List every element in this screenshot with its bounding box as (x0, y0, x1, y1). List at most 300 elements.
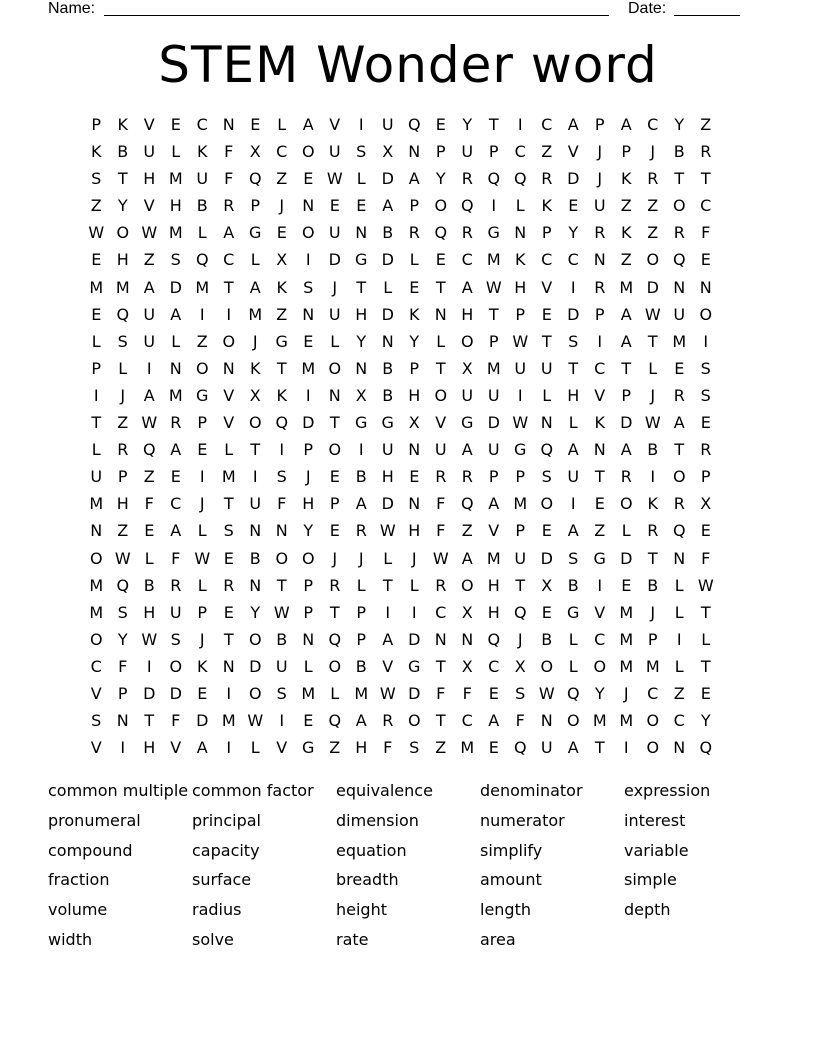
grid-letter[interactable]: W (273, 602, 290, 622)
grid-letter[interactable]: B (567, 575, 579, 595)
grid-letter[interactable]: T (276, 358, 287, 378)
grid-letter[interactable]: B (541, 629, 553, 649)
grid-letter[interactable]: U (540, 738, 553, 758)
grid-letter[interactable]: N (90, 521, 103, 541)
grid-letter[interactable]: I (226, 304, 232, 324)
grid-letter[interactable]: M (486, 250, 501, 270)
grid-letter[interactable]: D (196, 711, 209, 731)
grid-letter[interactable]: G (567, 602, 580, 622)
grid-letter[interactable]: Q (116, 304, 130, 324)
grid-letter[interactable]: N (408, 494, 421, 514)
grid-letter[interactable]: S (409, 738, 420, 758)
grid-letter[interactable]: A (461, 440, 473, 460)
grid-letter[interactable]: Q (195, 250, 209, 270)
grid-letter[interactable]: T (117, 169, 128, 189)
grid-letter[interactable]: Z (276, 169, 288, 189)
grid-letter[interactable]: V (594, 385, 606, 405)
grid-letter[interactable]: Y (117, 629, 128, 649)
grid-letter[interactable]: R (700, 142, 712, 162)
grid-letter[interactable]: I (93, 385, 99, 405)
grid-letter[interactable]: L (383, 548, 393, 568)
grid-letter[interactable]: U (143, 142, 156, 162)
grid-letter[interactable]: P (647, 629, 658, 649)
grid-letter[interactable]: F (171, 548, 181, 568)
grid-letter[interactable]: N (355, 358, 368, 378)
grid-letter[interactable]: T (356, 277, 367, 297)
grid-letter[interactable]: C (541, 115, 553, 134)
grid-letter[interactable]: M (89, 575, 104, 595)
grid-letter[interactable]: E (223, 548, 234, 568)
grid-letter[interactable]: N (381, 331, 394, 351)
grid-letter[interactable]: I (305, 385, 311, 405)
grid-letter[interactable]: C (488, 656, 500, 676)
name-field-line[interactable] (104, 15, 609, 16)
grid-letter[interactable]: T (594, 467, 605, 487)
grid-letter[interactable]: J (358, 548, 364, 568)
grid-letter[interactable]: S (276, 467, 287, 487)
grid-letter[interactable]: Z (647, 196, 659, 216)
grid-letter[interactable]: C (170, 494, 182, 514)
grid-letter[interactable]: P (303, 440, 314, 460)
grid-letter[interactable]: R (329, 575, 341, 595)
grid-letter[interactable]: M (619, 711, 634, 731)
grid-letter[interactable]: W (141, 413, 158, 433)
grid-letter[interactable]: C (196, 115, 208, 134)
grid-letter[interactable]: A (223, 223, 235, 243)
grid-letter[interactable]: B (673, 142, 685, 162)
grid-letter[interactable]: I (120, 738, 126, 758)
grid-letter[interactable]: Z (673, 683, 685, 703)
grid-letter[interactable]: J (332, 277, 338, 297)
grid-letter[interactable]: H (514, 277, 527, 297)
grid-letter[interactable]: Q (513, 602, 527, 622)
grid-letter[interactable]: P (594, 304, 605, 324)
grid-letter[interactable]: B (276, 629, 288, 649)
grid-letter[interactable]: X (514, 656, 526, 676)
grid-letter[interactable]: Q (513, 738, 527, 758)
grid-letter[interactable]: A (620, 331, 632, 351)
grid-letter[interactable]: R (673, 385, 685, 405)
grid-letter[interactable]: E (700, 250, 711, 270)
grid-letter[interactable]: T (594, 738, 605, 758)
grid-letter[interactable]: G (249, 223, 262, 243)
grid-letter[interactable]: F (436, 683, 446, 703)
grid-letter[interactable]: P (541, 223, 552, 243)
grid-letter[interactable]: E (409, 467, 420, 487)
grid-letter[interactable]: M (168, 385, 183, 405)
grid-letter[interactable]: S (515, 683, 526, 703)
grid-letter[interactable]: M (89, 277, 104, 297)
grid-letter[interactable]: J (279, 196, 285, 216)
grid-letter[interactable]: S (700, 358, 711, 378)
grid-letter[interactable]: L (197, 521, 207, 541)
grid-letter[interactable]: D (567, 304, 580, 324)
grid-letter[interactable]: Q (513, 169, 527, 189)
grid-letter[interactable]: F (144, 494, 154, 514)
grid-letter[interactable]: T (435, 358, 446, 378)
grid-letter[interactable]: E (568, 196, 579, 216)
grid-letter[interactable]: W (432, 548, 449, 568)
grid-letter[interactable]: P (409, 358, 420, 378)
grid-letter[interactable]: I (279, 711, 285, 731)
grid-letter[interactable]: I (623, 738, 629, 758)
grid-letter[interactable]: K (197, 142, 208, 162)
grid-letter[interactable]: X (541, 575, 553, 595)
grid-letter[interactable]: P (488, 467, 499, 487)
grid-letter[interactable]: E (435, 115, 446, 134)
grid-letter[interactable]: N (673, 738, 686, 758)
grid-letter[interactable]: O (169, 656, 183, 676)
grid-letter[interactable]: I (517, 385, 523, 405)
grid-letter[interactable]: W (114, 548, 131, 568)
grid-letter[interactable]: I (517, 115, 523, 134)
grid-letter[interactable]: E (700, 413, 711, 433)
grid-letter[interactable]: U (673, 304, 686, 324)
grid-letter[interactable]: F (701, 223, 711, 243)
grid-letter[interactable]: I (358, 115, 364, 134)
grid-letter[interactable]: O (460, 331, 474, 351)
grid-letter[interactable]: J (597, 169, 603, 189)
grid-letter[interactable]: T (515, 575, 526, 595)
grid-letter[interactable]: T (435, 711, 446, 731)
grid-letter[interactable]: E (303, 711, 314, 731)
grid-letter[interactable]: E (144, 521, 155, 541)
grid-letter[interactable]: X (461, 602, 473, 622)
grid-letter[interactable]: F (436, 494, 446, 514)
grid-letter[interactable]: M (195, 277, 210, 297)
grid-letter[interactable]: L (171, 331, 181, 351)
grid-letter[interactable]: E (700, 683, 711, 703)
grid-letter[interactable]: R (673, 223, 685, 243)
grid-letter[interactable]: X (461, 358, 473, 378)
grid-letter[interactable]: C (461, 711, 473, 731)
grid-letter[interactable]: Z (647, 223, 659, 243)
grid-letter[interactable]: U (249, 494, 262, 514)
grid-letter[interactable]: A (382, 629, 394, 649)
grid-letter[interactable]: J (517, 629, 523, 649)
grid-letter[interactable]: A (461, 277, 473, 297)
grid-letter[interactable]: Y (356, 331, 367, 351)
grid-letter[interactable]: C (223, 250, 235, 270)
grid-letter[interactable]: L (91, 440, 101, 460)
grid-letter[interactable]: S (117, 331, 128, 351)
grid-letter[interactable]: O (275, 548, 289, 568)
grid-letter[interactable]: A (355, 494, 367, 514)
grid-letter[interactable]: L (91, 331, 101, 351)
grid-letter[interactable]: R (435, 575, 447, 595)
grid-letter[interactable]: R (647, 521, 659, 541)
grid-letter[interactable]: M (460, 738, 475, 758)
grid-letter[interactable]: M (115, 277, 130, 297)
grid-letter[interactable]: P (303, 602, 314, 622)
grid-letter[interactable]: B (117, 142, 129, 162)
grid-letter[interactable]: B (647, 575, 659, 595)
grid-letter[interactable]: H (355, 738, 368, 758)
grid-letter[interactable]: L (250, 250, 260, 270)
grid-letter[interactable]: P (700, 467, 711, 487)
grid-letter[interactable]: C (567, 250, 579, 270)
grid-letter[interactable]: I (199, 467, 205, 487)
grid-letter[interactable]: J (650, 385, 656, 405)
grid-letter[interactable]: W (194, 548, 211, 568)
grid-letter[interactable]: N (540, 413, 553, 433)
grid-letter[interactable]: V (594, 602, 606, 622)
grid-letter[interactable]: R (594, 277, 606, 297)
grid-letter[interactable]: T (144, 711, 155, 731)
grid-letter[interactable]: E (329, 196, 340, 216)
grid-letter[interactable]: E (541, 521, 552, 541)
grid-letter[interactable]: I (597, 575, 603, 595)
grid-letter[interactable]: S (356, 142, 367, 162)
grid-letter[interactable]: R (461, 467, 473, 487)
grid-letter[interactable]: G (487, 223, 500, 243)
grid-letter[interactable]: H (461, 304, 474, 324)
grid-letter[interactable]: R (355, 521, 367, 541)
grid-letter[interactable]: V (170, 738, 182, 758)
grid-letter[interactable]: K (409, 304, 420, 324)
grid-letter[interactable]: D (620, 413, 633, 433)
grid-letter[interactable]: Q (487, 169, 501, 189)
grid-letter[interactable]: O (540, 494, 554, 514)
grid-letter[interactable]: T (647, 548, 658, 568)
grid-letter[interactable]: L (701, 629, 711, 649)
grid-letter[interactable]: N (222, 115, 235, 134)
grid-letter[interactable]: S (541, 467, 552, 487)
grid-letter[interactable]: S (223, 521, 234, 541)
grid-letter[interactable]: A (488, 494, 500, 514)
grid-letter[interactable]: T (541, 331, 552, 351)
grid-letter[interactable]: P (515, 467, 526, 487)
grid-letter[interactable]: O (460, 575, 474, 595)
grid-letter[interactable]: C (276, 142, 288, 162)
grid-letter[interactable]: A (170, 521, 182, 541)
grid-letter[interactable]: C (90, 656, 102, 676)
grid-letter[interactable]: E (621, 575, 632, 595)
grid-letter[interactable]: Y (409, 331, 420, 351)
grid-letter[interactable]: L (648, 358, 658, 378)
grid-letter[interactable]: O (540, 656, 554, 676)
grid-letter[interactable]: S (91, 169, 102, 189)
grid-letter[interactable]: Z (329, 738, 341, 758)
grid-letter[interactable]: Z (143, 467, 155, 487)
grid-letter[interactable]: L (356, 169, 366, 189)
grid-letter[interactable]: J (252, 331, 258, 351)
grid-letter[interactable]: V (435, 413, 447, 433)
grid-letter[interactable]: N (302, 629, 315, 649)
grid-letter[interactable]: O (593, 656, 607, 676)
grid-letter[interactable]: B (382, 223, 394, 243)
grid-letter[interactable]: N (222, 656, 235, 676)
grid-letter[interactable]: C (461, 250, 473, 270)
grid-letter[interactable]: P (303, 575, 314, 595)
grid-letter[interactable]: M (301, 683, 316, 703)
grid-letter[interactable]: H (408, 385, 421, 405)
grid-letter[interactable]: H (143, 738, 156, 758)
grid-letter[interactable]: I (252, 467, 258, 487)
grid-letter[interactable]: Y (462, 115, 473, 134)
grid-letter[interactable]: U (487, 385, 500, 405)
grid-letter[interactable]: E (541, 602, 552, 622)
grid-letter[interactable]: I (146, 358, 152, 378)
grid-letter[interactable]: E (197, 683, 208, 703)
grid-letter[interactable]: K (594, 413, 605, 433)
grid-letter[interactable]: A (567, 521, 579, 541)
grid-letter[interactable]: B (143, 575, 155, 595)
grid-letter[interactable]: O (301, 223, 315, 243)
grid-letter[interactable]: Q (407, 115, 421, 134)
grid-letter[interactable]: E (329, 467, 340, 487)
grid-letter[interactable]: S (303, 277, 314, 297)
grid-letter[interactable]: P (488, 142, 499, 162)
grid-letter[interactable]: F (224, 142, 234, 162)
grid-letter[interactable]: E (488, 738, 499, 758)
grid-letter[interactable]: P (621, 385, 632, 405)
grid-letter[interactable]: K (197, 656, 208, 676)
grid-letter[interactable]: L (250, 738, 260, 758)
grid-letter[interactable]: R (461, 223, 473, 243)
grid-letter[interactable]: G (593, 548, 606, 568)
grid-letter[interactable]: I (199, 304, 205, 324)
grid-letter[interactable]: N (434, 304, 447, 324)
grid-letter[interactable]: X (276, 250, 288, 270)
grid-letter[interactable]: P (250, 196, 261, 216)
grid-letter[interactable]: D (567, 169, 580, 189)
grid-letter[interactable]: O (248, 629, 262, 649)
grid-letter[interactable]: D (381, 169, 394, 189)
grid-letter[interactable]: Q (248, 169, 262, 189)
grid-letter[interactable]: H (381, 467, 394, 487)
grid-letter[interactable]: Y (250, 602, 261, 622)
grid-letter[interactable]: D (169, 683, 182, 703)
grid-letter[interactable]: T (223, 629, 234, 649)
grid-letter[interactable]: D (143, 683, 156, 703)
grid-letter[interactable]: T (700, 169, 711, 189)
grid-letter[interactable]: O (328, 656, 342, 676)
grid-letter[interactable]: K (91, 142, 102, 162)
grid-letter[interactable]: P (435, 142, 446, 162)
grid-letter[interactable]: F (171, 711, 181, 731)
grid-letter[interactable]: L (303, 656, 313, 676)
grid-letter[interactable]: Y (568, 223, 579, 243)
grid-letter[interactable]: N (434, 629, 447, 649)
grid-letter[interactable]: T (700, 656, 711, 676)
grid-letter[interactable]: C (647, 683, 659, 703)
grid-letter[interactable]: P (621, 142, 632, 162)
grid-letter[interactable]: Q (672, 521, 686, 541)
grid-letter[interactable]: W (512, 413, 529, 433)
grid-letter[interactable]: R (541, 169, 553, 189)
grid-letter[interactable]: Y (303, 521, 314, 541)
grid-letter[interactable]: I (650, 467, 656, 487)
grid-letter[interactable]: U (328, 223, 341, 243)
grid-letter[interactable]: N (302, 304, 315, 324)
grid-letter[interactable]: G (381, 413, 394, 433)
grid-letter[interactable]: M (486, 358, 501, 378)
grid-letter[interactable]: L (118, 358, 128, 378)
grid-letter[interactable]: O (248, 683, 262, 703)
grid-letter[interactable]: E (409, 277, 420, 297)
grid-letter[interactable]: S (117, 602, 128, 622)
grid-letter[interactable]: T (223, 277, 234, 297)
grid-letter[interactable]: U (328, 142, 341, 162)
grid-letter[interactable]: D (169, 277, 182, 297)
grid-letter[interactable]: T (488, 115, 499, 134)
grid-letter[interactable]: O (672, 196, 686, 216)
grid-letter[interactable]: E (250, 115, 261, 134)
grid-letter[interactable]: O (699, 304, 713, 324)
grid-letter[interactable]: W (644, 304, 661, 324)
grid-letter[interactable]: T (488, 304, 499, 324)
grid-letter[interactable]: O (566, 711, 580, 731)
grid-letter[interactable]: N (275, 521, 288, 541)
grid-letter[interactable]: P (329, 494, 340, 514)
grid-letter[interactable]: U (381, 440, 394, 460)
grid-letter[interactable]: T (250, 440, 261, 460)
grid-letter[interactable]: V (488, 521, 500, 541)
grid-letter[interactable]: R (170, 575, 182, 595)
grid-letter[interactable]: Q (116, 575, 130, 595)
grid-letter[interactable]: L (568, 413, 578, 433)
grid-letter[interactable]: A (143, 385, 155, 405)
grid-letter[interactable]: Q (275, 413, 289, 433)
grid-letter[interactable]: F (224, 169, 234, 189)
grid-letter[interactable]: N (540, 711, 553, 731)
grid-letter[interactable]: H (116, 494, 129, 514)
grid-letter[interactable]: L (515, 196, 525, 216)
grid-letter[interactable]: X (382, 142, 394, 162)
grid-letter[interactable]: N (222, 358, 235, 378)
grid-letter[interactable]: X (249, 142, 261, 162)
grid-letter[interactable]: S (170, 250, 181, 270)
grid-letter[interactable]: G (355, 250, 368, 270)
grid-letter[interactable]: R (382, 711, 394, 731)
grid-letter[interactable]: Q (328, 629, 342, 649)
grid-letter[interactable]: P (515, 304, 526, 324)
grid-letter[interactable]: R (594, 223, 606, 243)
grid-letter[interactable]: M (221, 467, 236, 487)
grid-letter[interactable]: G (302, 738, 315, 758)
grid-letter[interactable]: R (700, 440, 712, 460)
grid-letter[interactable]: O (222, 331, 236, 351)
grid-letter[interactable]: C (594, 629, 606, 649)
grid-letter[interactable]: X (355, 385, 367, 405)
grid-letter[interactable]: O (116, 223, 130, 243)
grid-letter[interactable]: L (409, 575, 419, 595)
grid-letter[interactable]: S (276, 683, 287, 703)
grid-letter[interactable]: E (700, 521, 711, 541)
grid-letter[interactable]: G (408, 656, 421, 676)
grid-letter[interactable]: B (355, 656, 367, 676)
grid-letter[interactable]: Z (541, 142, 553, 162)
grid-letter[interactable]: L (330, 331, 340, 351)
grid-letter[interactable]: Z (461, 521, 473, 541)
grid-letter[interactable]: W (141, 629, 158, 649)
grid-letter[interactable]: R (461, 169, 473, 189)
grid-letter[interactable]: E (435, 250, 446, 270)
grid-letter[interactable]: F (118, 656, 128, 676)
grid-letter[interactable]: W (88, 223, 105, 243)
grid-letter[interactable]: A (567, 738, 579, 758)
grid-letter[interactable]: L (224, 440, 234, 460)
grid-letter[interactable]: X (700, 494, 712, 514)
grid-letter[interactable]: C (514, 142, 526, 162)
grid-letter[interactable]: Z (594, 521, 606, 541)
grid-letter[interactable]: U (540, 358, 553, 378)
grid-letter[interactable]: P (594, 115, 605, 134)
grid-letter[interactable]: U (461, 385, 474, 405)
grid-letter[interactable]: D (381, 494, 394, 514)
grid-letter[interactable]: B (647, 440, 659, 460)
